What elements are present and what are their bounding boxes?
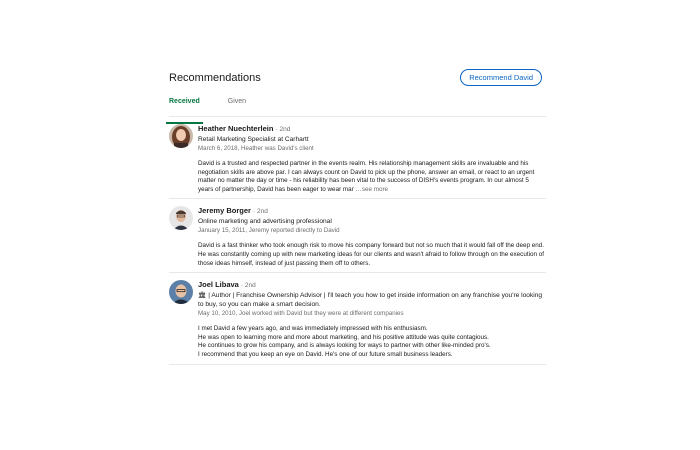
recommender-headline: Online marketing and advertising professional [198,218,332,226]
see-more-link[interactable]: …see more [355,185,389,193]
section-header [169,64,546,90]
recommender-name[interactable]: Joel Libava [198,280,239,290]
recommendation-text: I met David a few years ago, and was immediately impressed with his enthusiasm. He was open to learning more and more about marketing, and his positive attitude was quite contagious. He continues to grow his company, and is always looking for ways to partner with other like-minded pro's. I recommend that you keep an eye on David. He's one of our future small business leaders. [198,325,491,358]
connection-degree: · 2nd [253,208,268,216]
recommendations-section [169,64,546,365]
recommendation-text: David is a fast thinker who took enough risk to move his company forward but not so much that it would fall off the deep end. He was constantly coming up with new marketing ideas for our clients and wasn't afraid to follow through on the execution of those ideas himself, instead of just passing them off to others. [198,242,545,267]
avatar[interactable] [169,206,193,230]
tab-received[interactable]: Received [169,96,200,116]
recommender-name[interactable]: Heather Nuechterlein [198,124,274,133]
recommendation-text [198,160,546,194]
recommendation-meta: March 6, 2018, Heather was David's client [198,145,314,152]
section-title: Recommendations [169,71,261,84]
recommendation-item [169,199,546,273]
recommender-name[interactable]: Jeremy Borger [198,206,251,216]
recommendation-item [169,273,546,364]
recommendation-meta: May 10, 2010, Joel worked with David but they were at different companies [198,310,404,318]
recommendation-meta: January 15, 2011, Jeremy reported directly to David [198,227,340,235]
avatar[interactable] [169,124,193,148]
tab-bar [169,96,546,117]
connection-degree: · 2nd [240,282,256,290]
recommender-headline: 🏛 | Author | Franchise Ownership Advisor | I'll teach you how to get inside information on any franchise you're looking to buy, so you can make a smart decision. [198,292,543,309]
connection-degree: · 2nd [275,126,291,133]
avatar[interactable] [169,280,193,304]
recommendation-text-body: David is a trusted and respected partner in the events realm. His relationship management skills are invaluable and his negotiation skills are above par. I can always count on David to pick up the phone, answer an email, or react to an urgent matter no matter the day or time - his reliability has been vital to the success of DISH's events program. In our almost 5 years of partnership, David has been eager to wear mar [198,160,535,193]
recommendation-item [169,117,546,199]
recommend-button[interactable]: Recommend David [460,69,542,86]
tab-given[interactable]: Given [227,98,247,105]
recommender-headline: Retail Marketing Specialist at Carhartt [198,136,309,143]
